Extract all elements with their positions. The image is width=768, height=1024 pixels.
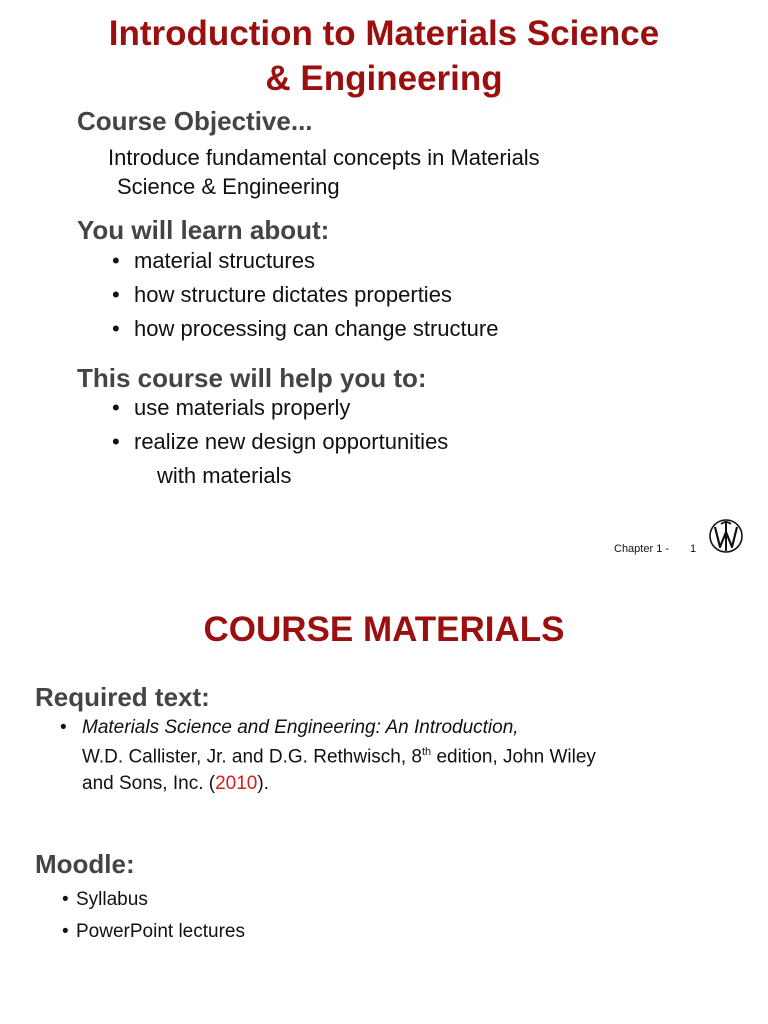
footer-page-number: 1 <box>690 543 697 555</box>
moodle-item-syllabus: • Syllabus <box>62 889 148 910</box>
learn-item-2: • how structure dictates properties <box>112 282 452 308</box>
help-item-1: • use materials properly <box>112 395 350 421</box>
moodle-heading: Moodle: <box>35 849 135 879</box>
moodle-item-lectures: • PowerPoint lectures <box>62 921 245 942</box>
objective-line1: Introduce fundamental concepts in Materials <box>108 145 540 170</box>
slide1-title-line2: & Engineering <box>265 59 503 98</box>
book-year: 2010 <box>215 773 258 794</box>
book-authors-line: W.D. Callister, Jr. and D.G. Rethwisch, 8th edition, John Wiley <box>82 746 596 768</box>
required-text-heading: Required text: <box>35 682 210 712</box>
edition-superscript: th <box>422 746 432 758</box>
slide1-title-line1: Introduction to Materials Science <box>108 14 660 53</box>
learn-item-1: • material structures <box>112 248 315 274</box>
help-heading: This course will help you to: <box>77 363 427 393</box>
learn-item-3: • how processing can change structure <box>112 316 498 342</box>
footer-chapter: Chapter 1 - <box>614 543 670 555</box>
objective-heading: Course Objective... <box>77 106 313 136</box>
learn-heading: You will learn about: <box>77 215 330 245</box>
help-item-2: • realize new design opportunities <box>112 429 448 455</box>
book-title: • Materials Science and Engineering: An Introduction, <box>60 717 519 739</box>
help-item-2-continued: with materials <box>157 463 292 488</box>
objective-line2: Science & Engineering <box>117 174 340 199</box>
wiley-logo-icon <box>706 516 746 556</box>
slide2-title: COURSE MATERIALS <box>203 610 565 649</box>
book-publisher-line: and Sons, Inc. (2010). <box>82 773 269 794</box>
